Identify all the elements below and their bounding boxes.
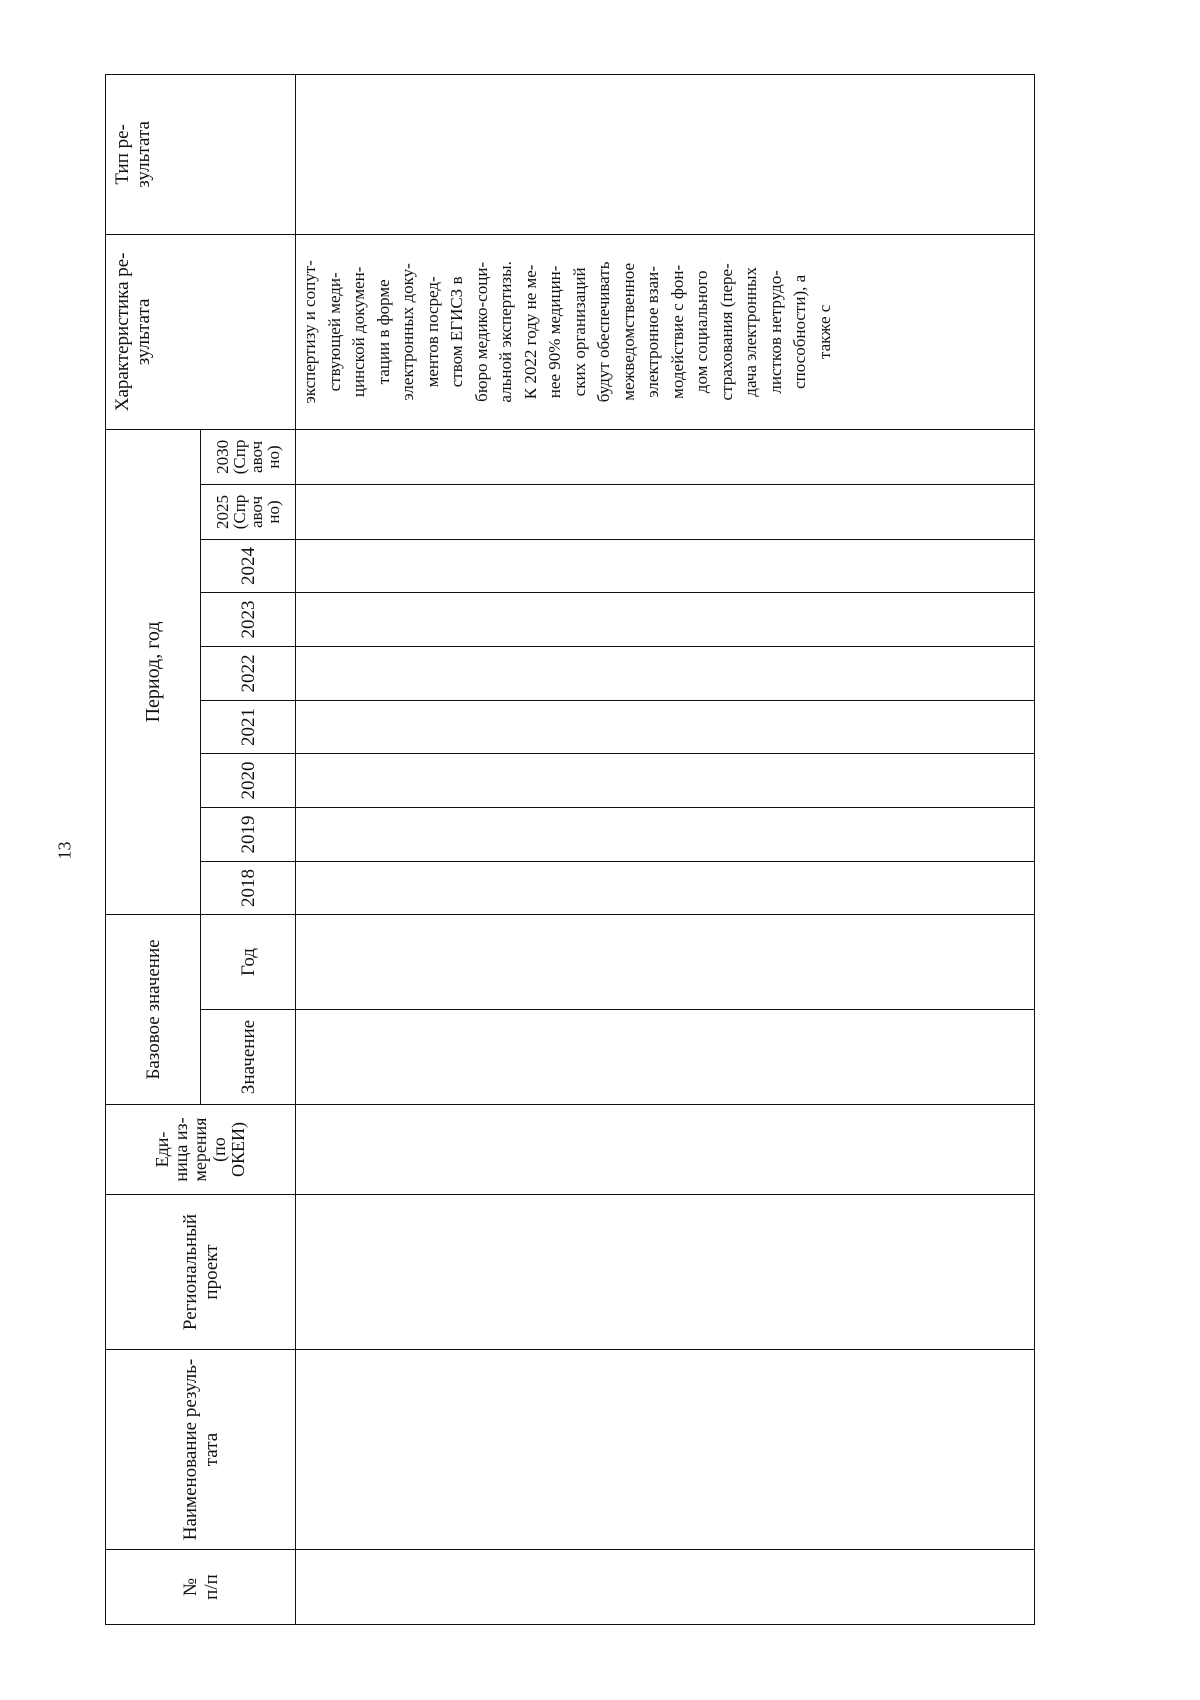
cell-2024 [296, 539, 1035, 592]
year-label: 2019 [237, 815, 259, 854]
header-characteristic [106, 234, 296, 429]
header-year-2022 [201, 646, 296, 700]
header-year-2020 [201, 753, 296, 807]
cell-base-value [296, 1010, 1035, 1105]
header-name-text: Наименование резуль- тата [179, 1358, 222, 1541]
header-year-2025 [201, 484, 296, 539]
cell-num [296, 1550, 1035, 1625]
header-type-text: Тип ре- зультата [112, 121, 154, 188]
year-label: 2023 [237, 600, 259, 639]
table-row [296, 74, 1035, 1624]
header-year-2023 [201, 592, 296, 646]
header-base-text: Базовое значение [142, 939, 164, 1080]
header-num-text: № п/п [179, 1574, 222, 1600]
header-characteristic-text: Характеристика ре- зультата [112, 252, 154, 412]
header-num [106, 1550, 296, 1625]
cell-2023 [296, 592, 1035, 646]
header-year-2024 [201, 539, 296, 592]
header-base-year [201, 914, 296, 1009]
header-year-2021 [201, 700, 296, 753]
cell-characteristic [296, 234, 1035, 429]
header-regional-text: Региональный проект [179, 1213, 222, 1331]
header-name [106, 1350, 296, 1550]
year-label: 2018 [237, 868, 259, 907]
cell-2025 [296, 484, 1035, 539]
header-base-value [201, 1010, 296, 1105]
cell-2022 [296, 646, 1035, 700]
year-label: 2021 [237, 707, 259, 746]
cell-2030 [296, 429, 1035, 484]
header-year-2019 [201, 807, 296, 861]
year-label: 2022 [237, 654, 259, 693]
cell-2021 [296, 700, 1035, 753]
page-number: 13 [54, 841, 75, 860]
header-type [106, 74, 296, 234]
cell-type [296, 74, 1035, 234]
cell-regional [296, 1195, 1035, 1350]
rotated-table-frame [105, 75, 1035, 1625]
year-2030-label: 2030 (Спр авоч но) [213, 439, 283, 475]
header-year-2030 [201, 429, 296, 484]
header-base [106, 914, 201, 1104]
header-unit-text: Еди- ница из- мерения (по ОКЕИ) [152, 1117, 248, 1182]
header-unit [106, 1105, 296, 1195]
year-label: 2024 [237, 546, 259, 585]
header-base-value-text: Значение [237, 1019, 259, 1095]
cell-base-year [296, 914, 1035, 1009]
cell-2018 [296, 861, 1035, 914]
cell-name [296, 1350, 1035, 1550]
characteristic-text: экспертизу и сопут- ствующей меди- цинской докумен- тации в форме электронных доку- ментов посред- ством ЕГИСЗ в бюро медико-соци- альной экспертизы. К 2022 году не ме- нее 90% медицин- ских организаций будут обеспечивать межведомственное электронное взаи- модействие с фон- дом социального страхования (пере- дача электронных листков нетрудо- способности), а также с [300, 260, 834, 404]
header-base-year-text: Год [237, 948, 259, 976]
cell-unit [296, 1105, 1035, 1195]
results-table [105, 74, 1035, 1625]
header-period [106, 429, 201, 914]
header-regional [106, 1195, 296, 1350]
header-year-2018 [201, 861, 296, 914]
cell-2020 [296, 753, 1035, 807]
header-period-text: Период, год [141, 621, 164, 723]
year-2025-label: 2025 (Спр авоч но) [213, 494, 283, 530]
year-label: 2020 [237, 761, 259, 800]
cell-2019 [296, 807, 1035, 861]
